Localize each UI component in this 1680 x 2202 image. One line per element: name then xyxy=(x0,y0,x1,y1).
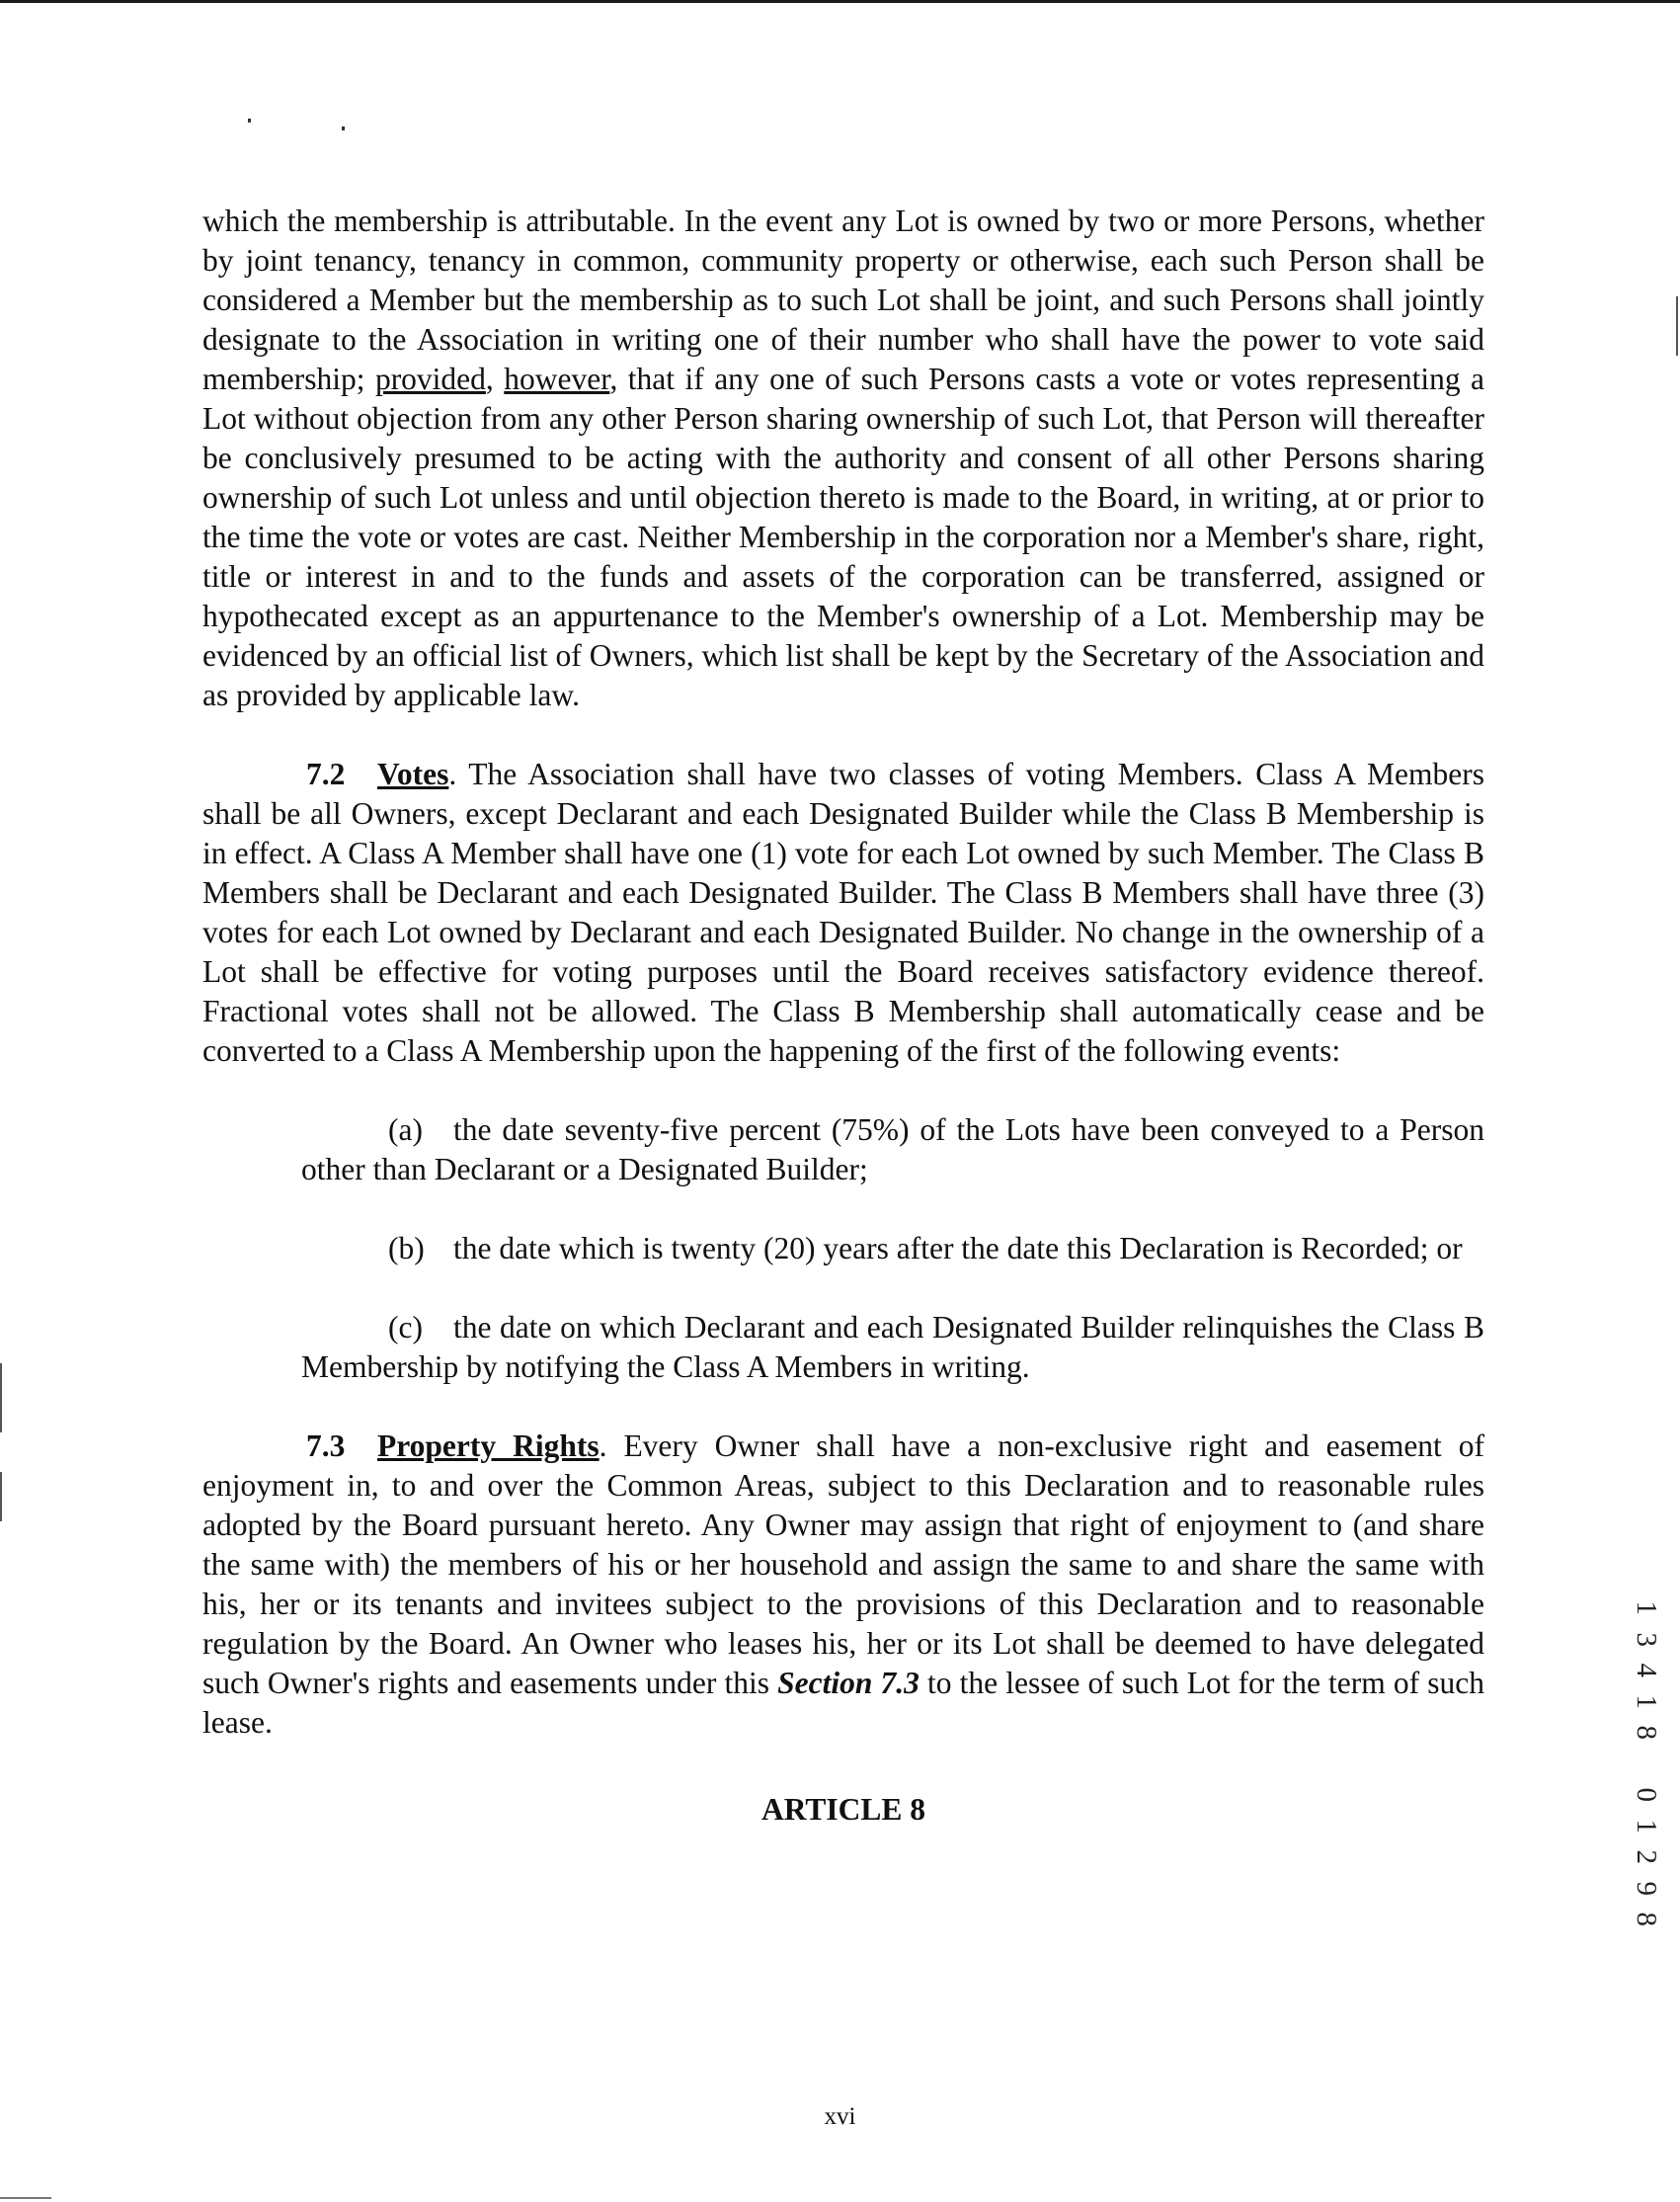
side-document-number xyxy=(1628,1592,1663,1935)
section-7-2-title: Votes xyxy=(377,757,449,791)
section-7-3 xyxy=(202,1427,1484,1743)
intro-comma: , xyxy=(485,362,505,396)
intro-text-2: , that if any one of such Persons casts a vote or votes representing a Lot without objection from any other Person sharing ownership of such Lot, that Person will thereafter be conclusively presumed to be acting with the authority and consent of all other Persons sharing ownership of such Lot unless and until objection thereto is made to the Board, in writing, at or prior to the time the vote or votes are cast. Neither Membership in the corporation nor a Member's share, right, title or interest in and to the funds and assets of the corporation can be transferred, assigned or hypothecated except as an appurtenance to the Member's ownership of a Lot. Membership may be evidenced by an official list of Owners, which list shall be kept by the Secretary of the Association and as provided by applicable law. xyxy=(202,362,1485,712)
however-term: however xyxy=(504,362,610,396)
intro-paragraph xyxy=(202,202,1484,715)
section-7-3-number: 7.3 xyxy=(306,1428,346,1463)
stamp-digit: 1 xyxy=(1630,1600,1662,1615)
item-text: the date seventy-five percent (75%) of the Lots have been conveyed to a Person other than Declarant or a Designated Builder; xyxy=(301,1112,1484,1186)
scan-speck xyxy=(342,126,345,130)
stamp-digit: 8 xyxy=(1630,1725,1662,1740)
stamp-digit: 2 xyxy=(1630,1849,1662,1864)
section-7-2 xyxy=(202,755,1484,1071)
section-7-3-title: Property Rights xyxy=(377,1428,600,1463)
item-label: (c) xyxy=(388,1310,423,1345)
stamp-digit: 3 xyxy=(1630,1632,1662,1647)
scan-bottom-mark xyxy=(0,2197,51,2199)
top-border-line xyxy=(0,0,1680,3)
section-7-3-text-2: to the lessee of such Lot for the term of such lease. xyxy=(202,1666,1484,1740)
item-text: the date which is twenty (20) years after the date this Declaration is Recorded; or xyxy=(453,1231,1463,1265)
stamp-digit: 1 xyxy=(1630,1819,1662,1834)
intro-text-1: which the membership is attributable. In the event any Lot is owned by two or more Persons, whether by joint tenancy, tenancy in common, community property or otherwise, each such Person shall be considered a Member but the membership as to such Lot shall be joint, and such Persons shall jointly designate to the Association in writing one of their number who shall have the power to vote said membership; xyxy=(202,204,1484,396)
scan-edge-mark xyxy=(1676,296,1678,356)
item-label: (b) xyxy=(388,1231,425,1265)
stamp-digit: 0 xyxy=(1630,1787,1662,1802)
section-reference: Section 7.3 xyxy=(777,1666,920,1700)
page-number: xvi xyxy=(824,2103,856,2130)
scan-edge-mark xyxy=(0,1363,2,1432)
stamp-digit: 8 xyxy=(1630,1912,1662,1926)
stamp-digit: 4 xyxy=(1630,1663,1662,1677)
section-7-2-number: 7.2 xyxy=(306,757,346,791)
section-7-2-text: . The Association shall have two classes of voting Members. Class A Members shall be all Owners, except Declarant and each Designated Builder while the Class B Membership is in effect. A Class A Member shall have one (1) vote for each Lot owned by such Member. The Class B Members shall be Declarant and each Designated Builder. The Class B Members shall have three (3) votes for each Lot owned by Declarant and each Designated Builder. No change in the ownership of a Lot shall be effective for voting purposes until the Board receives satisfactory evidence thereof. Fractional votes shall not be allowed. The Class B Membership shall automatically cease and be converted to a Class A Membership upon the happening of the first of the following events: xyxy=(202,757,1484,1068)
item-text: the date on which Declarant and each Designated Builder relinquishes the Class B Membership by notifying the Class A Members in writing. xyxy=(301,1310,1484,1384)
document-body xyxy=(202,202,1484,1830)
section-7-2-item-c xyxy=(301,1308,1484,1387)
section-7-2-item-b xyxy=(301,1229,1484,1268)
section-7-3-text-1: . Every Owner shall have a non-exclusive right and easement of enjoyment in, to and over the Common Areas, subject to this Declaration and to reasonable rules adopted by the Board pursuant hereto. Any Owner may assign that right of enjoyment to (and share the same with) the members of his or her household and assign the same to and share the same with his, her or its tenants and invitees subject to the provisions of this Declaration and to reasonable regulation by the Board. An Owner who leases his, her or its Lot shall be deemed to have delegated such Owner's rights and easements under this xyxy=(202,1428,1484,1700)
section-7-2-item-a xyxy=(301,1110,1484,1189)
stamp-digit: 1 xyxy=(1630,1694,1662,1709)
item-label: (a) xyxy=(388,1112,423,1147)
stamp-digit: 9 xyxy=(1630,1881,1662,1896)
scan-speck xyxy=(248,119,251,122)
scan-edge-mark xyxy=(0,1472,2,1521)
article-heading: ARTICLE 8 xyxy=(760,1792,926,1827)
provided-term: provided xyxy=(374,362,486,396)
